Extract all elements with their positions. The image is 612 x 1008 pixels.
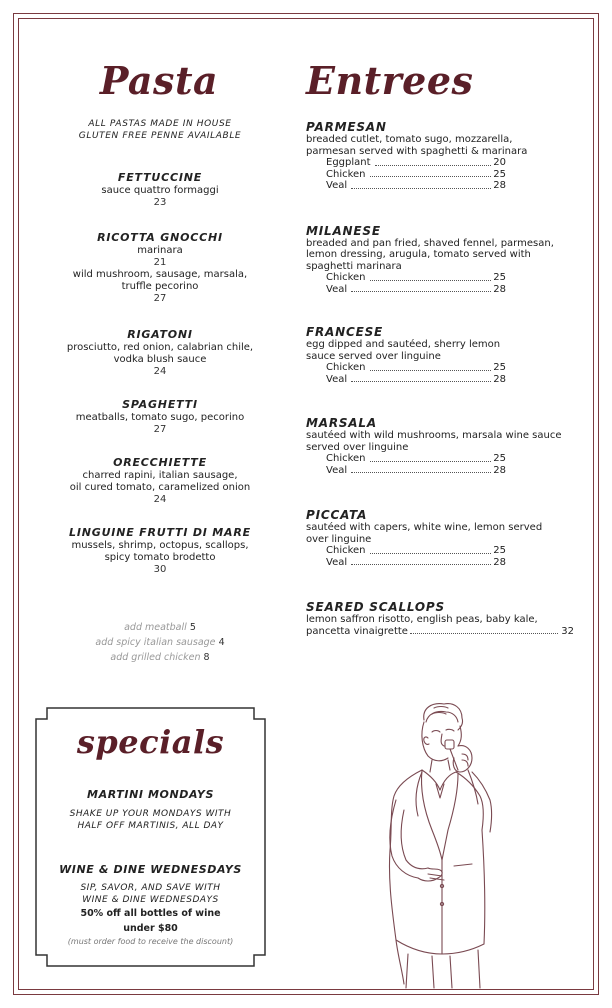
option-veal: Veal 28 bbox=[326, 464, 506, 476]
menu-item-fettuccine bbox=[38, 171, 282, 209]
specials-box bbox=[35, 707, 266, 967]
item-description: oil cured tomato, caramelized onion bbox=[69, 482, 251, 493]
option-chicken: Chicken 25 bbox=[326, 545, 506, 556]
menu-item-spaghetti bbox=[38, 398, 282, 436]
item-price: 24 bbox=[153, 366, 167, 377]
option-veal: Veal 28 bbox=[326, 556, 506, 568]
item-name: SPAGHETTI bbox=[122, 398, 198, 411]
pasta-heading: Pasta bbox=[99, 58, 219, 103]
item-description: sauce quattro formaggi bbox=[101, 185, 219, 196]
item-name: LINGUINE FRUTTI DI MARE bbox=[69, 526, 251, 539]
item-description: prosciutto, red onion, calabrian chile, bbox=[66, 342, 254, 353]
item-description: mussels, shrimp, octopus, scallops, bbox=[71, 540, 249, 551]
item-price-line: pancetta vinaigrette 32 bbox=[306, 625, 574, 637]
special-2-offer-1: 50% off all bottles of wine bbox=[80, 908, 221, 919]
item-name: FRANCESE bbox=[306, 325, 384, 339]
item-description: sautéed with wild mushrooms, marsala wine sauce bbox=[306, 430, 562, 441]
item-name: ORECCHIETTE bbox=[113, 456, 207, 469]
item-description: meatballs, tomato sugo, pecorino bbox=[75, 412, 245, 423]
item-name: RICOTTA GNOCCHI bbox=[97, 231, 223, 244]
item-price: 21 bbox=[153, 257, 167, 268]
item-price: 23 bbox=[153, 197, 167, 208]
man-singing-with-microphone-icon bbox=[362, 700, 562, 994]
item-name: SEARED SCALLOPS bbox=[306, 600, 445, 614]
menu-item-marsala bbox=[306, 417, 574, 476]
menu-item-piccata bbox=[306, 509, 574, 568]
pasta-addons bbox=[38, 620, 282, 665]
special-1-line-2: HALF OFF MARTINIS, ALL DAY bbox=[77, 821, 224, 831]
special-1-title: MARTINI MONDAYS bbox=[87, 788, 214, 801]
item-description: sauce served over linguine bbox=[306, 350, 441, 362]
item-price: 24 bbox=[153, 494, 167, 505]
item-description: served over linguine bbox=[306, 441, 409, 453]
item-description: egg dipped and sautéed, sherry lemon bbox=[306, 339, 501, 350]
menu-item-parmesan bbox=[306, 121, 574, 192]
menu-item-francese bbox=[306, 326, 574, 385]
item-description: parmesan served with spaghetti & marinara bbox=[306, 145, 528, 157]
special-2-offer-2: under $80 bbox=[123, 923, 178, 934]
item-description: truffle pecorino bbox=[121, 281, 199, 292]
special-2-disclaimer: (must order food to receive the discount) bbox=[67, 937, 234, 946]
option-chicken: Chicken 25 bbox=[326, 272, 506, 283]
item-description: breaded cutlet, tomato sugo, mozzarella, bbox=[306, 134, 513, 145]
option-chicken: Chicken 25 bbox=[326, 453, 506, 464]
item-description: breaded and pan fried, shaved fennel, parmesan, bbox=[306, 237, 554, 249]
item-description: lemon saffron risotto, english peas, baby kale, bbox=[306, 614, 538, 625]
item-description: over linguine bbox=[306, 533, 372, 545]
option-chicken: Chicken 25 bbox=[326, 168, 506, 180]
item-description: lemon dressing, arugula, tomato served with bbox=[306, 249, 531, 260]
item-name: PICCATA bbox=[306, 508, 368, 522]
option-veal: Veal 28 bbox=[326, 283, 506, 295]
item-description: charred rapini, italian sausage, bbox=[82, 470, 238, 481]
menu-item-milanese bbox=[306, 225, 574, 296]
entrees-heading: Entrees bbox=[306, 58, 474, 103]
item-price: 27 bbox=[153, 424, 167, 435]
item-price: 30 bbox=[153, 564, 167, 575]
option-eggplant: Eggplant 20 bbox=[326, 157, 506, 168]
pasta-note-1: ALL PASTAS MADE IN HOUSE bbox=[88, 119, 232, 129]
option-veal: Veal 28 bbox=[326, 373, 506, 385]
item-description: spaghetti marinara bbox=[306, 260, 402, 272]
menu-item-orecchiette bbox=[38, 456, 282, 506]
menu-item-ricotta-gnocchi bbox=[38, 231, 282, 305]
item-description: spicy tomato brodetto bbox=[104, 552, 216, 563]
item-price: 27 bbox=[153, 293, 167, 304]
option-veal: Veal 28 bbox=[326, 180, 506, 191]
special-2-title: WINE & DINE WEDNESDAYS bbox=[59, 863, 242, 876]
special-2-line-1: SIP, SAVOR, AND SAVE WITH bbox=[80, 883, 221, 893]
addon-meatball: add meatball 5 bbox=[124, 622, 196, 633]
addon-grilled-chicken: add grilled chicken 8 bbox=[110, 652, 210, 663]
item-description: wild mushroom, sausage, marsala, bbox=[72, 269, 248, 280]
item-description: vodka blush sauce bbox=[113, 354, 207, 365]
item-name: FETTUCCINE bbox=[117, 171, 203, 184]
special-2-line-2: WINE & DINE WEDNESDAYS bbox=[82, 895, 219, 905]
pasta-section bbox=[38, 118, 282, 576]
item-name: MILANESE bbox=[306, 223, 381, 238]
item-description: marinara bbox=[137, 245, 183, 256]
menu-item-linguine-frutti-di-mare bbox=[38, 526, 282, 576]
addon-italian-sausage: add spicy italian sausage 4 bbox=[95, 637, 225, 648]
option-chicken: Chicken 25 bbox=[326, 362, 506, 373]
item-name: RIGATONI bbox=[127, 328, 193, 341]
item-name: PARMESAN bbox=[306, 120, 387, 134]
menu-item-rigatoni bbox=[38, 328, 282, 378]
pasta-note-2: GLUTEN FREE PENNE AVAILABLE bbox=[78, 131, 242, 141]
specials-heading: specials bbox=[76, 723, 225, 761]
menu-item-seared-scallops bbox=[306, 601, 574, 637]
special-1-line-1: SHAKE UP YOUR MONDAYS WITH bbox=[69, 809, 232, 819]
item-name: MARSALA bbox=[306, 416, 377, 430]
item-description: sautéed with capers, white wine, lemon served bbox=[306, 522, 543, 533]
entrees-section bbox=[306, 121, 574, 637]
